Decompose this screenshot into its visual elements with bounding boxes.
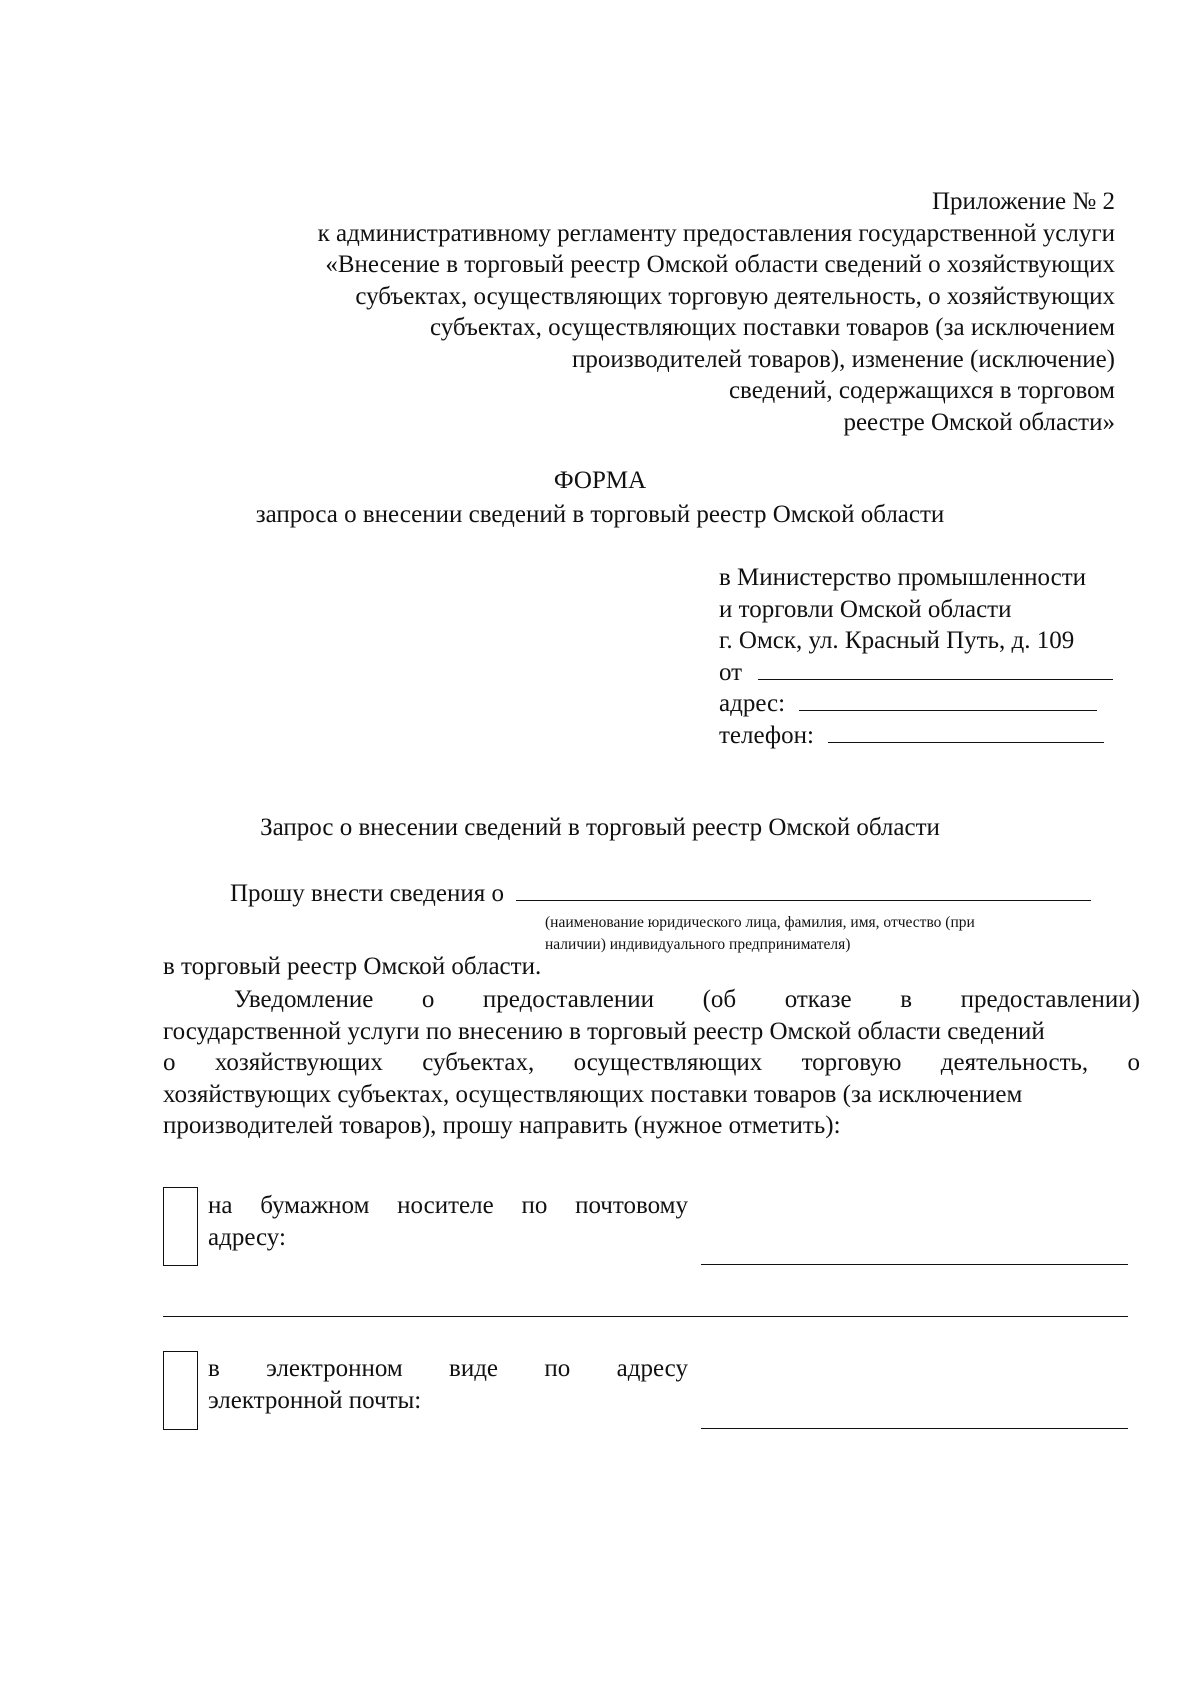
notification-line-3: о хозяйствующих субъектах, осуществляющих торговую деятельность, о <box>163 1049 1140 1076</box>
address-label: адрес: <box>719 690 786 717</box>
address-row <box>719 688 1113 720</box>
phone-blank[interactable] <box>828 720 1104 743</box>
appendix-line: сведений, содержащихся в торговом <box>728 377 1115 404</box>
notification-line-4: хозяйствующих субъектах, осуществляющих поставки товаров (за исключением <box>163 1080 1023 1108</box>
registry-line: в торговый реестр Омской области. <box>163 953 542 980</box>
appendix-line: субъектах, осуществляющих торговую деятельность, о хозяйствующих <box>355 282 1115 310</box>
paper-label-line-2: адресу: <box>208 1223 286 1251</box>
from-blank[interactable] <box>758 657 1113 680</box>
from-row <box>719 657 1113 689</box>
email-delivery-label <box>208 1353 688 1416</box>
entity-name-caption <box>545 912 975 956</box>
entity-name-blank[interactable] <box>516 878 1091 901</box>
appendix-line: «Внесение в торговый реестр Омской области сведений о хозяйствующих <box>325 251 1115 278</box>
paper-label-line-1: на бумажном носителе по почтовому <box>208 1192 688 1219</box>
notification-line-2: государственной услуги по внесению в торговый реестр Омской области сведений <box>163 1017 1045 1045</box>
paper-delivery-checkbox[interactable] <box>163 1187 198 1266</box>
phone-row <box>719 720 1113 752</box>
request-prefix: Прошу внести сведения о <box>230 880 504 907</box>
addressee-line: г. Омск, ул. Красный Путь, д. 109 <box>719 627 1075 654</box>
form-title: ФОРМА <box>553 467 647 494</box>
postal-address-blank[interactable] <box>701 1264 1128 1265</box>
notification-line-5: производителей товаров), прошу направить (нужное отметить): <box>163 1112 841 1139</box>
from-label: от <box>719 658 743 686</box>
addressee-line: и торговли Омской области <box>719 595 1012 623</box>
request-row <box>230 878 1091 909</box>
addressee-block <box>719 562 1113 751</box>
caption-line: (наименование юридического лица, фамилия, имя, отчество (при <box>545 914 975 931</box>
phone-label: телефон: <box>719 721 814 749</box>
address-blank[interactable] <box>799 688 1097 711</box>
paper-delivery-label <box>208 1190 688 1253</box>
appendix-header <box>155 186 1115 438</box>
appendix-line: Приложение № 2 <box>931 188 1115 215</box>
email-address-blank[interactable] <box>701 1428 1128 1429</box>
appendix-line: производителей товаров), изменение (исключение) <box>571 345 1115 373</box>
postal-address-blank-2[interactable] <box>163 1316 1128 1317</box>
form-subtitle: запроса о внесении сведений в торговый реестр Омской области <box>255 501 945 528</box>
email-label-line-1: в электронном виде по адресу <box>208 1355 688 1382</box>
email-label-line-2: электронной почты: <box>208 1386 422 1414</box>
appendix-line: реестре Омской области» <box>843 408 1115 436</box>
appendix-line: субъектах, осуществляющих поставки товаров (за исключением <box>429 314 1115 341</box>
addressee-line: в Министерство промышленности <box>719 564 1087 591</box>
notification-paragraph <box>163 984 1140 1142</box>
caption-line: наличии) индивидуального предпринимателя) <box>545 936 851 953</box>
notification-line-1: Уведомление о предоставлении (об отказе в предоставлении) <box>234 986 1140 1013</box>
appendix-line: к административному регламенту предоставления государственной услуги <box>317 219 1115 247</box>
email-delivery-checkbox[interactable] <box>163 1351 198 1430</box>
request-title: Запрос о внесении сведений в торговый реестр Омской области <box>260 814 940 841</box>
